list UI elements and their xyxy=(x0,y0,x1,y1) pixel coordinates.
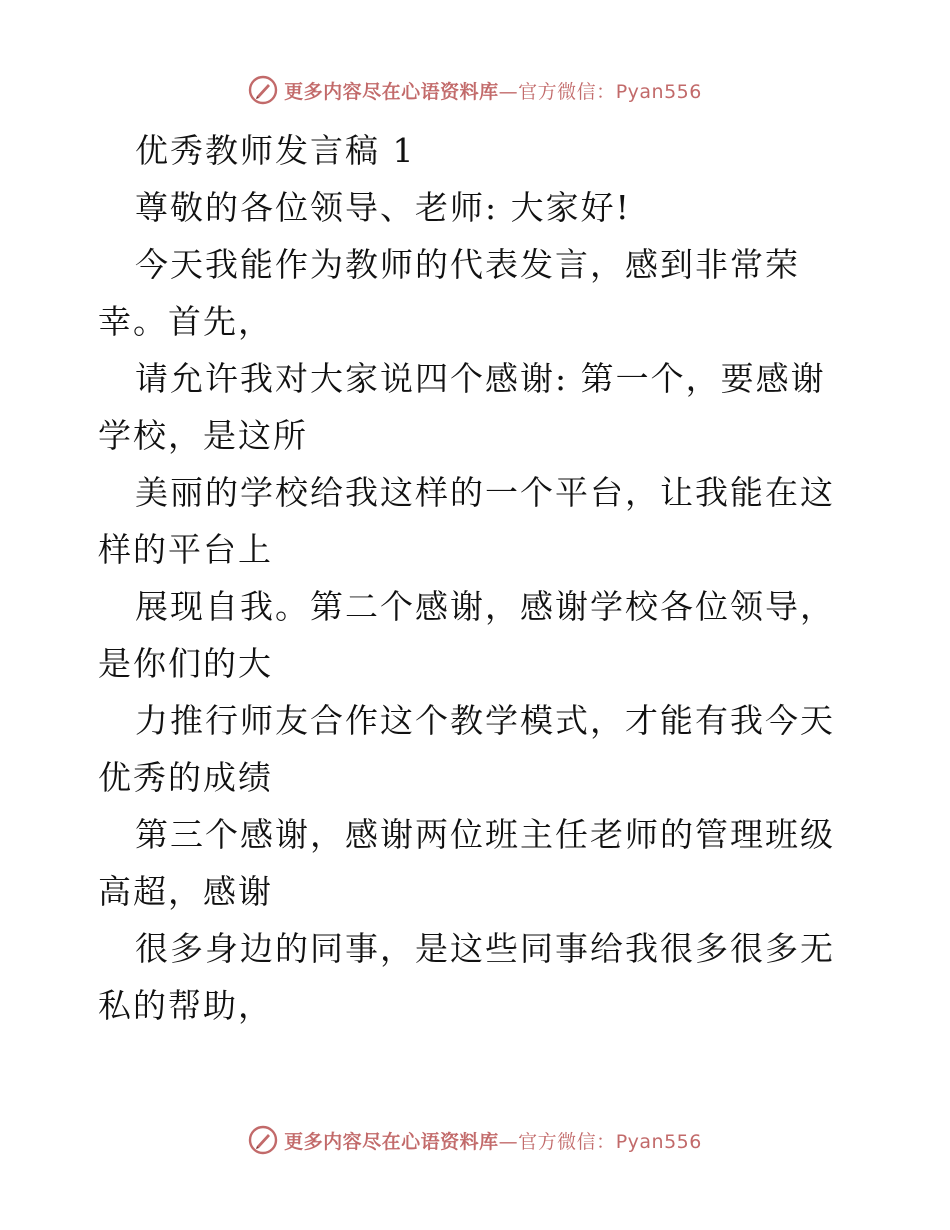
footer-watermark xyxy=(0,1120,950,1160)
paragraph-4: 美丽的学校给我这样的一个平台，让我能在这样的平台上 xyxy=(98,473,835,569)
quill-logo-icon xyxy=(248,1125,278,1155)
watermark-contact-label: 官方微信： xyxy=(518,80,616,103)
watermark-dash: — xyxy=(498,1130,519,1153)
paragraph-7: 第三个感谢，感谢两位班主任老师的管理班级高超，感谢 xyxy=(98,815,835,911)
paragraph-1: 尊敬的各位领导、老师: 大家好! xyxy=(135,188,631,227)
watermark-contact-label: 官方微信： xyxy=(518,1130,616,1153)
paragraph-6: 力推行师友合作这个教学模式，才能有我今天优秀的成绩 xyxy=(98,701,835,797)
watermark-dash: — xyxy=(498,80,519,103)
document-body xyxy=(98,122,858,1034)
watermark-contact-id: Pyan556 xyxy=(615,80,702,103)
watermark-brand-text: 更多内容尽在心语资料库 xyxy=(284,80,499,103)
header-watermark xyxy=(0,70,950,110)
paragraph-8: 很多身边的同事，是这些同事给我很多很多无私的帮助， xyxy=(98,929,835,1025)
document-title: 优秀教师发言稿 1 xyxy=(135,131,416,170)
watermark-brand-text: 更多内容尽在心语资料库 xyxy=(284,1130,499,1153)
paragraph-5: 展现自我。第二个感谢，感谢学校各位领导，是你们的大 xyxy=(98,587,835,683)
watermark-contact-id: Pyan556 xyxy=(615,1130,702,1153)
paragraph-3: 请允许我对大家说四个感谢: 第一个，要感谢学校，是这所 xyxy=(98,359,826,455)
quill-logo-icon xyxy=(248,75,278,105)
paragraph-2: 今天我能作为教师的代表发言，感到非常荣幸。首先， xyxy=(98,245,800,341)
